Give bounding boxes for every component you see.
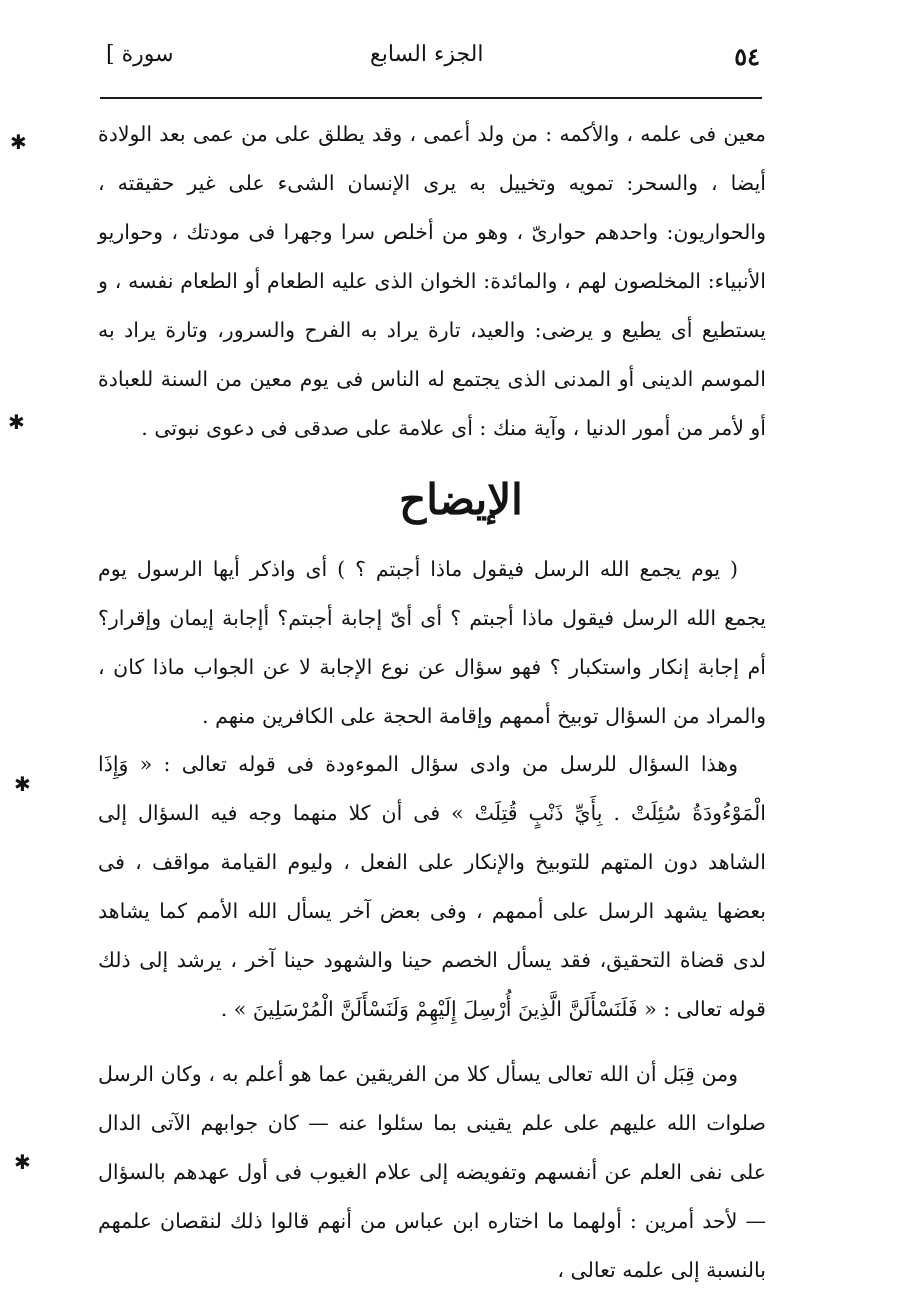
margin-mark: ✱ bbox=[14, 1150, 31, 1174]
margin-mark: ✱ bbox=[10, 130, 27, 154]
margin-mark: ✱ bbox=[8, 410, 25, 434]
paragraph-3: ومن قِبَل أن الله تعالى يسأل كلا من الفريقين عما هو أعلم به ، وكان الرسل صلوات الله عليهم على علم يقينى بما سئلوا عنه — كان جوابهم الآتى الدال على نفى العلم عن أنفسهم وتفويضه إلى علام الغيوب فى أول عهدهم بالسؤال — لأحد أمرين : أولهما ما اختاره ابن عباس من أنهم قالوا ذلك لنقصان علمهم بالنسبة إلى علمه تعالى ، bbox=[98, 1062, 766, 1282]
margin-mark: ✱ bbox=[14, 772, 31, 796]
surah-label: [ سورة bbox=[106, 42, 174, 67]
running-header bbox=[100, 38, 760, 88]
juz-title: الجزء السابع bbox=[370, 42, 484, 67]
header-rule bbox=[100, 97, 762, 99]
paragraph-2: وهذا السؤال للرسل من وادى سؤال الموءودة فى قوله تعالى : « وَإِذَا الْمَوْءُودَةُ سُئِلَتْ . بِأَيِّ ذَنْبٍ قُتِلَتْ » فى أن كلا منهما وجه فيه السؤال إلى الشاهد دون المتهم للتوبيخ والإنكار على الفعل ، وليوم القيامة مواقف ، فى بعضها يشهد الرسل على أممهم ، وفى بعض آخر يسأل الله الأمم كما يشاهد لدى قضاة التحقيق، فقد يسأل الخصم حينا والشهود حينا آخر ، يرشد إلى ذلك قوله تعالى : « فَلَنَسْأَلَنَّ الَّذِينَ أُرْسِلَ إِلَيْهِمْ وَلَنَسْأَلَنَّ الْمُرْسَلِينَ » . bbox=[98, 752, 766, 1021]
page-number: ٥٤ bbox=[734, 42, 760, 71]
glossary-paragraph: معين فى علمه ، والأكمه : من ولد أعمى ، وقد يطلق على من عمى بعد الولادة أيضا ، والسحر: تمويه وتخييل به يرى الإنسان الشىء على غير حقيقته ، والحواريون: واحدهم حوارىّ ، وهو من أخلص سرا وجهرا فى مودتك ، وحواريو الأنبياء: المخلصون لهم ، والمائدة: الخوان الذى عليه الطعام أو الطعام نفسه ، و يستطيع أى يطيع و يرضى: والعيد، تارة يراد به الفرح والسرور، وتارة يراد به الموسم الدينى أو المدنى الذى يجتمع له الناس فى يوم معين من السنة للعبادة أو لأمر من أمور الدنيا ، وآية منك : أى علامة على صدقى فى دعوى نبوتى . bbox=[98, 122, 766, 440]
section-title: الإيضاح bbox=[399, 475, 523, 524]
paragraph-1: ( يوم يجمع الله الرسل فيقول ماذا أجبتم ؟ ) أى واذكر أيها الرسول يوم يجمع الله الرسل فيقول ماذا أجبتم ؟ أى أىّ إجابة أجبتم؟ أإجابة إيمان وإقرار؟ أم إجابة إنكار واستكبار ؟ فهو سؤال عن نوع الإجابة لا عن الجواب ماذا كان ، والمراد من السؤال توبيخ أممهم وإقامة الحجة على الكافرين منهم . bbox=[98, 557, 766, 728]
